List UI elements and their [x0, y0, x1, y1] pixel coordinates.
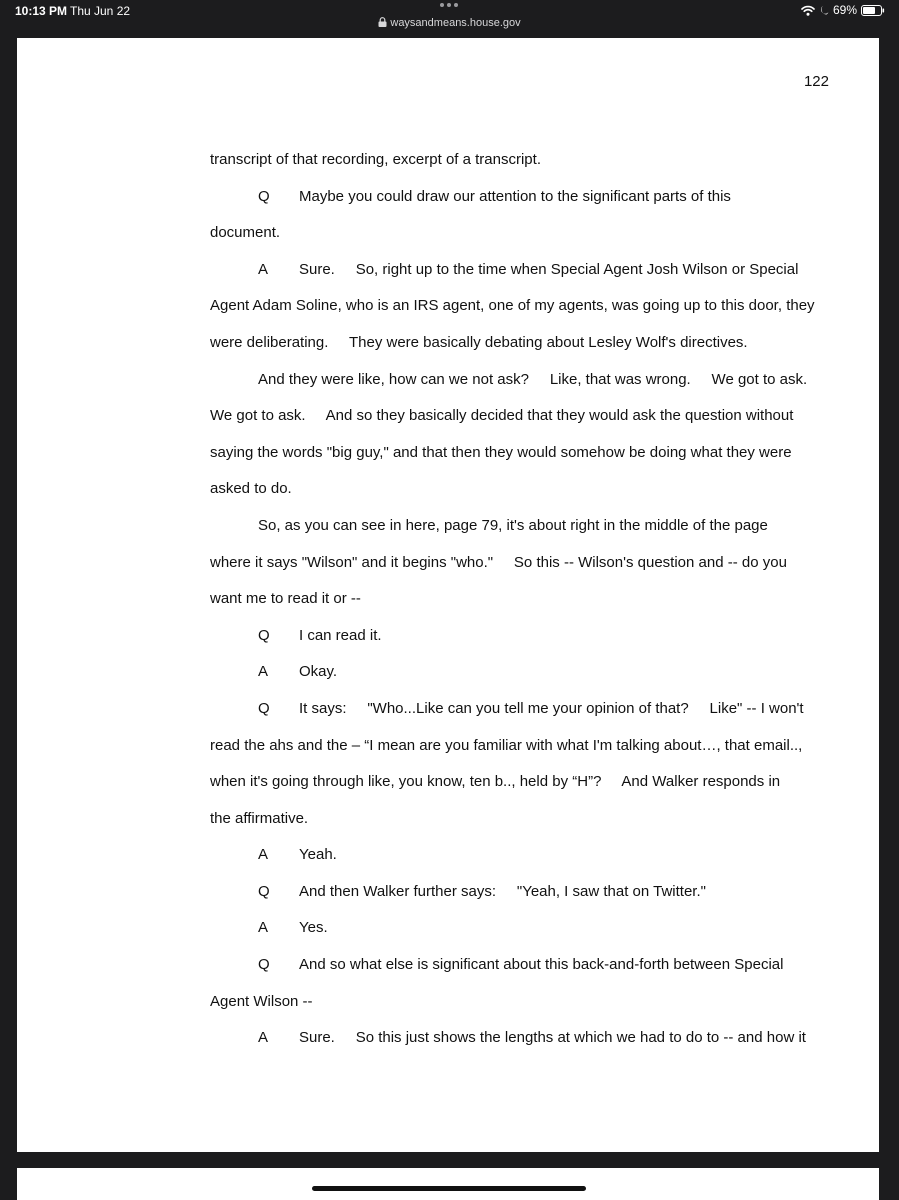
transcript-line: when it's going through like, you know, ten b.., held by “H”? And Walker responds in: [210, 773, 781, 791]
speaker-label: Q: [258, 956, 270, 974]
transcript-line: [210, 837, 830, 874]
transcript-line: So, as you can see in here, page 79, it's about right in the middle of the page: [258, 516, 768, 534]
speaker-label: A: [258, 260, 269, 278]
speaker-label: A: [258, 846, 269, 864]
line-text: Okay.: [299, 663, 338, 681]
line-text: I can read it.: [299, 626, 382, 644]
speaker-label: Q: [258, 882, 270, 900]
battery-percentage: 69%: [832, 3, 857, 17]
transcript-body: [210, 142, 830, 1057]
speaker-label: Q: [258, 187, 270, 205]
transcript-line: read the ahs and the – “I mean are you familiar with what I'm talking about…, that email..,: [210, 736, 803, 754]
transcript-line: [210, 691, 830, 728]
transcript-line: transcript of that recording, excerpt of a transcript.: [210, 151, 541, 168]
transcript-line: [210, 618, 830, 655]
line-text: Yeah.: [299, 846, 337, 864]
line-text: Sure. So, right up to the time when Special Agent Josh Wilson or Special: [299, 260, 799, 278]
transcript-line: were deliberating. They were basically debating about Lesley Wolf's directives.: [210, 333, 748, 351]
speaker-label: Q: [258, 699, 270, 717]
transcript-line: We got to ask. And so they basically decided that they would ask the question without: [210, 407, 794, 425]
transcript-line: asked to do.: [210, 480, 292, 498]
status-bar: [0, 0, 899, 38]
transcript-line: want me to read it or --: [210, 590, 361, 608]
line-text: And so what else is significant about this back-and-forth between Special: [299, 956, 784, 974]
status-time: 10:13 PM: [15, 4, 68, 18]
speaker-label: Q: [258, 626, 270, 644]
page-number: 122: [803, 73, 829, 90]
wifi-icon: [801, 5, 815, 16]
next-page-edge: [17, 1168, 879, 1200]
transcript-line: saying the words "big guy," and that then they would somehow be doing what they were: [210, 443, 792, 461]
moon-icon: [819, 5, 829, 16]
line-text: Sure. So this just shows the lengths at which we had to do to -- and how it: [299, 1029, 806, 1047]
transcript-line: And they were like, how can we not ask? Like, that was wrong. We got to ask.: [258, 370, 808, 388]
status-icons: [801, 3, 885, 17]
line-text: And then Walker further says: "Yeah, I saw that on Twitter.": [299, 882, 706, 900]
address-bar[interactable]: [0, 17, 899, 29]
speaker-label: A: [258, 663, 269, 681]
transcript-line: [210, 1020, 830, 1057]
status-date: Thu Jun 22: [70, 4, 131, 18]
url-text: waysandmeans.house.gov: [390, 17, 521, 29]
transcript-line: [210, 179, 830, 216]
transcript-line: [210, 252, 830, 289]
speaker-label: A: [258, 1029, 269, 1047]
home-indicator[interactable]: [312, 1186, 586, 1191]
transcript-line: [210, 654, 830, 691]
transcript-line: [210, 910, 830, 947]
line-text: It says: "Who...Like can you tell me your opinion of that? Like" -- I won't: [299, 699, 804, 717]
battery-icon: [861, 5, 885, 16]
lock-icon: [378, 17, 387, 27]
transcript-line: Agent Adam Soline, who is an IRS agent, one of my agents, was going up to this door, they: [210, 297, 815, 315]
transcript-line: [210, 874, 830, 911]
line-text: Maybe you could draw our attention to the significant parts of this: [299, 187, 731, 205]
transcript-line: [210, 947, 830, 984]
transcript-line: document.: [210, 224, 281, 242]
line-text: Yes.: [299, 919, 328, 937]
transcript-line: Agent Wilson --: [210, 992, 313, 1010]
transcript-line: where it says "Wilson" and it begins "who." So this -- Wilson's question and -- do you: [210, 553, 787, 571]
transcript-line: the affirmative.: [210, 809, 309, 827]
multitasking-dots-icon[interactable]: [440, 3, 462, 9]
document-page: [17, 38, 879, 1152]
speaker-label: A: [258, 919, 269, 937]
